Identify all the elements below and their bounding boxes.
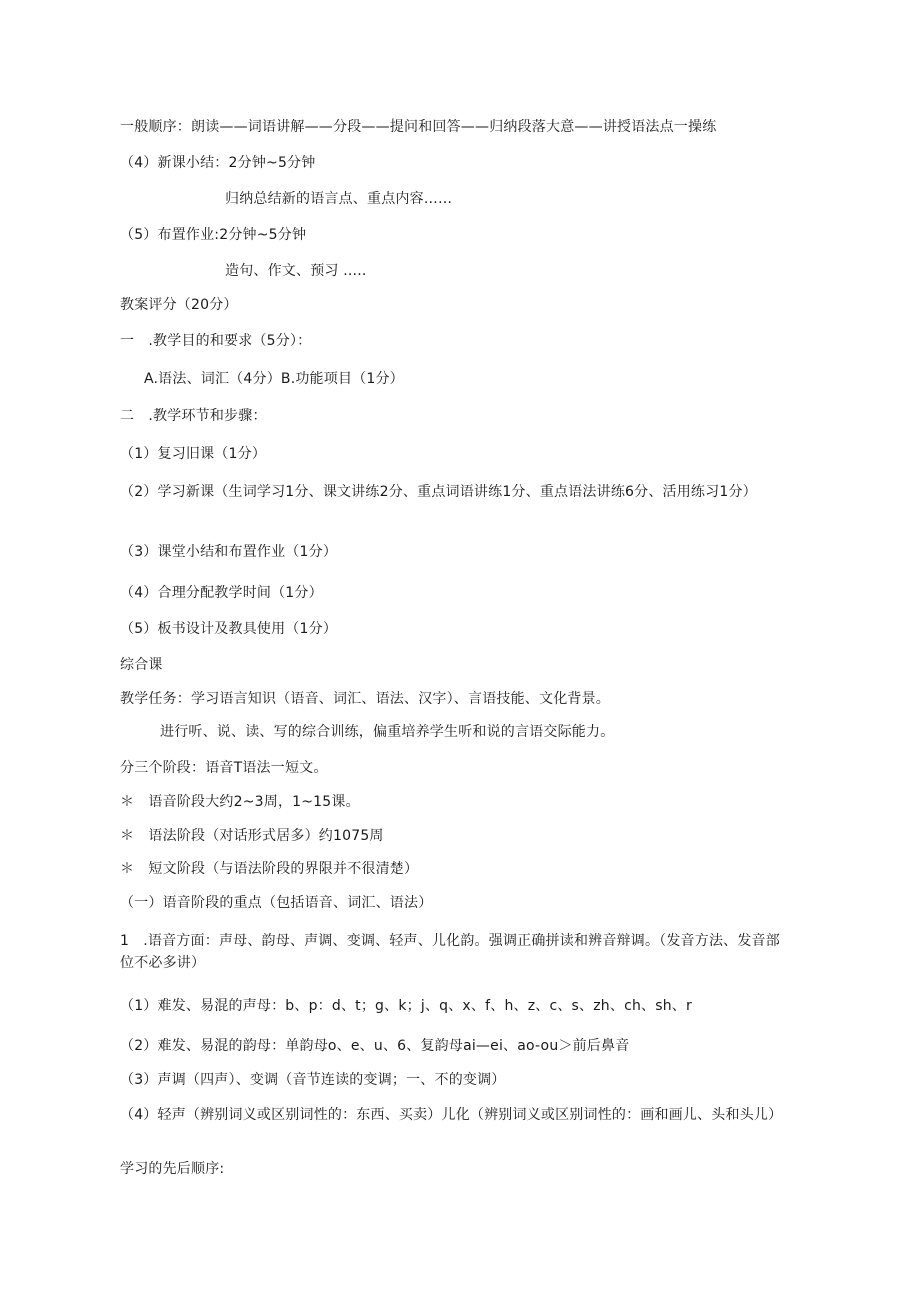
list-item-time-allocation: （4）合理分配教学时间（1分） [120, 585, 323, 601]
heading-comprehensive-class: 综合课 [120, 657, 163, 673]
list-item-tones: （3）声调（四声）、变调（音节连读的变调；一、不的变调） [120, 1072, 506, 1088]
paragraph-new-lesson-summary: （4）新课小结：2分钟~5分钟 [120, 155, 316, 171]
paragraph-phonetics: 1 .语音方面：声母、韵母、声调、变调、轻声、儿化韵。强调正确拼读和辨音辩调。（发音方法、发音部位不必多讲） [120, 933, 780, 971]
list-item-initials: （1）难发、易混的声母：b、p：d、t；g、k；j、q、x、f、h、z、c、s、zh、ch、sh、r [120, 998, 692, 1014]
paragraph-teaching-goals: 一 .教学目的和要求（5分）： [120, 333, 312, 349]
paragraph-training: 进行听、说、读、写的综合训练，偏重培养学生听和说的言语交际能力。 [160, 724, 615, 740]
paragraph-teaching-steps: 二 .教学环节和步骤： [120, 408, 267, 424]
heading-phonetic-focus: （一）语音阶段的重点（包括语音、词汇、语法） [120, 895, 433, 911]
bullet-grammar-stage: ＊ 语法阶段（对话形式居多）约1075周 [120, 828, 384, 844]
list-item-review: （1）复习旧课（1分） [120, 446, 267, 462]
paragraph-learning-order: 学习的先后顺序: [120, 1161, 225, 1177]
list-item-class-summary: （3）课堂小结和布置作业（1分） [120, 544, 338, 560]
paragraph-summary-detail: 归纳总结新的语言点、重点内容…… [225, 191, 453, 207]
paragraph-homework-detail: 造句、作文、预习 ..... [225, 263, 367, 279]
bullet-short-text-stage: ＊ 短文阶段（与语法阶段的界限并不很清楚） [120, 861, 419, 877]
paragraph-grammar-vocab: A.语法、词汇（4分）B.功能项目（1分） [144, 371, 404, 387]
list-item-neutral-tone: （4）轻声（辨别词义或区别词性的：东西、买卖）儿化（辨别词义或区别词性的：画和画儿、头和头儿） [120, 1107, 783, 1123]
paragraph-three-stages: 分三个阶段：语音T语法一短文。 [120, 760, 328, 776]
list-item-blackboard: （5）板书设计及教具使用（1分） [120, 621, 338, 637]
paragraph-homework: （5）布置作业:2分钟~5分钟 [120, 227, 307, 243]
paragraph-general-order: 一般顺序：朗读——词语讲解——分段——提问和回答——归纳段落大意——讲授语法点一操练 [120, 119, 717, 135]
list-item-new-lesson: （2）学习新课（生词学习1分、课文讲练2分、重点词语讲练1分、重点语法讲练6分、活用练习1分） [120, 484, 757, 500]
heading-lesson-plan-score: 教案评分（20分） [120, 297, 238, 313]
paragraph-teaching-task: 教学任务：学习语言知识（语音、词汇、语法、汉字）、言语技能、文化背景。 [120, 691, 610, 707]
list-item-finals: （2）难发、易混的韵母：单韵母o、e、u、6、复韵母ai—ei、ao-ou＞前后鼻音 [120, 1038, 630, 1054]
bullet-phonetic-stage: ＊ 语音阶段大约2~3周，1~15课。 [120, 794, 360, 810]
